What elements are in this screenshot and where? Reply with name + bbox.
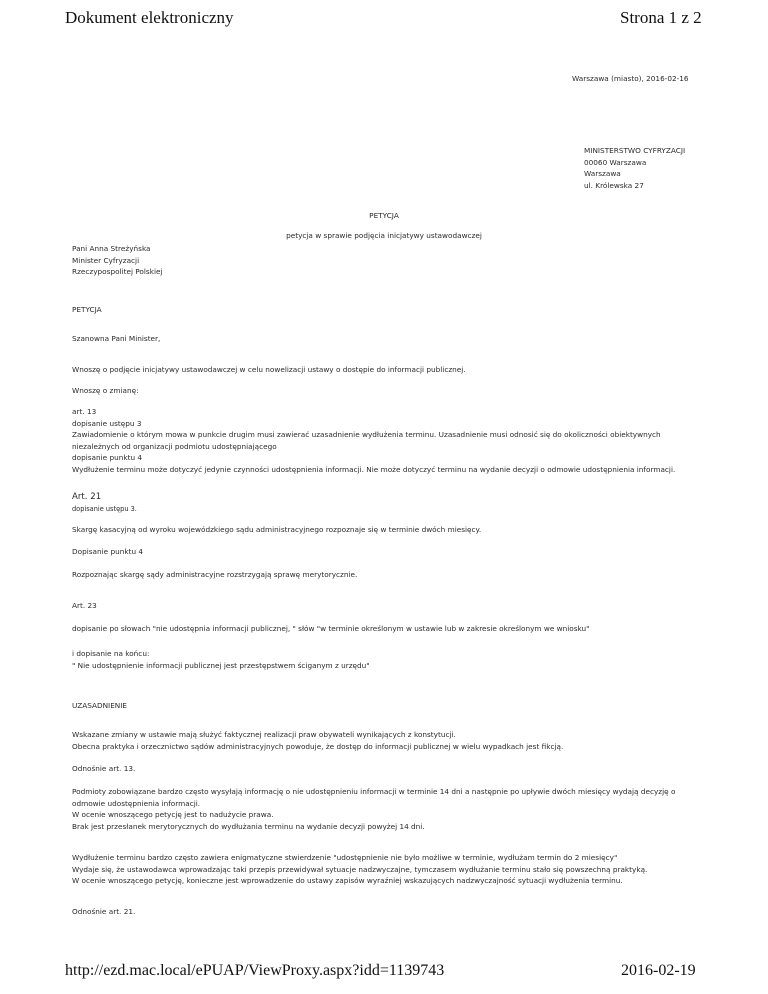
art21-section — [72, 492, 702, 515]
salutation: Szanowna Pani Minister, — [72, 334, 161, 343]
addressee — [72, 243, 702, 278]
justification-line: Brak jest przesłanek merytorycznych do wydłużania terminu na wydanie decyzji powyżej 14 dni. — [72, 821, 425, 831]
art23-end — [72, 648, 702, 671]
justification-heading: UZASADNIENIE — [72, 701, 128, 710]
justification-line: W ocenie wnoszącego petycję jest to nadużycie prawa. — [72, 810, 274, 819]
art13-line: Zawiadomienie o którym mowa w punkcie drugim musi zawierać uzasadnienie wydłużenia terminu. Uzasadnienie musi odnosić się do okoliczności obiektywnych — [72, 430, 661, 439]
addressee-line: Pani Anna Streżyńska — [72, 244, 151, 253]
intro-paragraph: Wnoszę o podjęcie inicjatywy ustawodawczej w celu nowelizacji ustawy o dostępie do informacji publicznej. — [72, 365, 466, 374]
doc-subtitle: petycja w sprawie podjęcia inicjatywy ustawodawczej — [286, 231, 482, 240]
art13-line: Wydłużenie terminu może dotyczyć jedynie czynności udostępnienia informacji. Nie może dotyczyć terminu na wydanie decyzji o odmowie udostępnienia informacji. — [72, 464, 676, 474]
art13-line: art. 13 — [72, 407, 97, 416]
footer-date: 2016-02-19 — [621, 962, 696, 979]
justification-line: W ocenie wnoszącego petycję, konieczne jest wprowadzenie do ustawy zapisów wyraźniej wskazujących nadzwyczajność sytuacji wydłużenia terminu. — [72, 876, 623, 885]
justification-line: Wydłużenie terminu bardzo często zawiera enigmatyczne stwierdzenie "udostępnienie nie było możliwe w terminie, wydłużam termin do 2 miesięcy" — [72, 853, 618, 862]
petition-heading: PETYCJA — [72, 305, 102, 314]
justification-line: Wskazane zmiany w ustawie mają służyć faktycznej realizacji praw obywateli wynikających z konstytucji. — [72, 730, 456, 739]
art21-text: Skargę kasacyjną od wyroku wojewódzkiego sądu administracyjnego rozpoznaje się w terminie dwóch miesięcy. — [72, 525, 482, 534]
art23-end-line: i dopisanie na końcu: — [72, 649, 150, 658]
art21-sub: dopisanie ustępu 3. — [72, 504, 137, 513]
header-doc-type: Dokument elektroniczny — [65, 8, 234, 27]
addressee-line: Minister Cyfryzacji — [72, 255, 140, 265]
justification-paragraph-3 — [72, 852, 702, 887]
art21-point4: Dopisanie punktu 4 — [72, 547, 144, 556]
header-page-number: Strona 1 z 2 — [620, 8, 702, 27]
art23-end-line: " Nie udostępnienie informacji publicznej jest przestępstwem ściganym z urzędu" — [72, 660, 370, 670]
justification-line: odmowie udostępnienia informacji. — [72, 798, 201, 808]
art13-line: niezależnych od organizacji podmiotu udostępniającego — [72, 441, 277, 451]
art23-text: dopisanie po słowach "nie udostępnia informacji publicznej, " słów "w terminie określonym w ustawie lub w zakresie określonym we wniosku" — [72, 624, 590, 633]
art21-point4-text: Rozpoznając skargę sądy administracyjne rozstrzygają sprawę merytorycznie. — [72, 570, 358, 579]
ref-art21: Odnośnie art. 21. — [72, 907, 136, 916]
justification-line: Podmioty zobowiązane bardzo często wysyłają informację o nie udostępnieniu informacji w terminie 14 dni a następnie po upływie dwóch miesięcy wydają decyzję o — [72, 787, 676, 796]
art13-line: dopisanie ustępu 3 — [72, 418, 142, 428]
doc-title: PETYCJA — [369, 211, 399, 220]
art23-title: Art. 23 — [72, 601, 97, 610]
address-line: ul. Królewska 27 — [584, 180, 644, 190]
art13-line: dopisanie punktu 4 — [72, 453, 143, 462]
footer-url: http://ezd.mac.local/ePUAP/ViewProxy.aspx?idd=1139743 — [65, 962, 445, 979]
address-line: Warszawa — [584, 169, 621, 178]
address-line: 00060 Warszawa — [584, 157, 647, 167]
ref-art13: Odnośnie art. 13. — [72, 764, 136, 773]
art21-title: Art. 21 — [72, 492, 102, 502]
address-line: MINISTERSTWO CYFRYZACJI — [584, 146, 686, 155]
recipient-address — [584, 145, 685, 191]
justification-paragraph-1 — [72, 729, 702, 752]
art13-section — [72, 406, 702, 475]
place-date: Warszawa (miasto), 2016-02-16 — [572, 74, 689, 83]
justification-line: Wydaje się, że ustawodawca wprowadzając taki przepis przewidywał sytuacje nadzwyczajne, tymczasem wydłużanie terminu stało się powszechną praktyką. — [72, 864, 648, 874]
addressee-line: Rzeczypospolitej Polskiej — [72, 267, 163, 276]
request-line: Wnoszę o zmianę: — [72, 386, 139, 395]
justification-line: Obecna praktyka i orzecznictwo sądów administracyjnych powoduje, że dostęp do informacji publicznej w wielu wypadkach jest fikcją. — [72, 741, 564, 751]
justification-paragraph-2 — [72, 786, 702, 832]
